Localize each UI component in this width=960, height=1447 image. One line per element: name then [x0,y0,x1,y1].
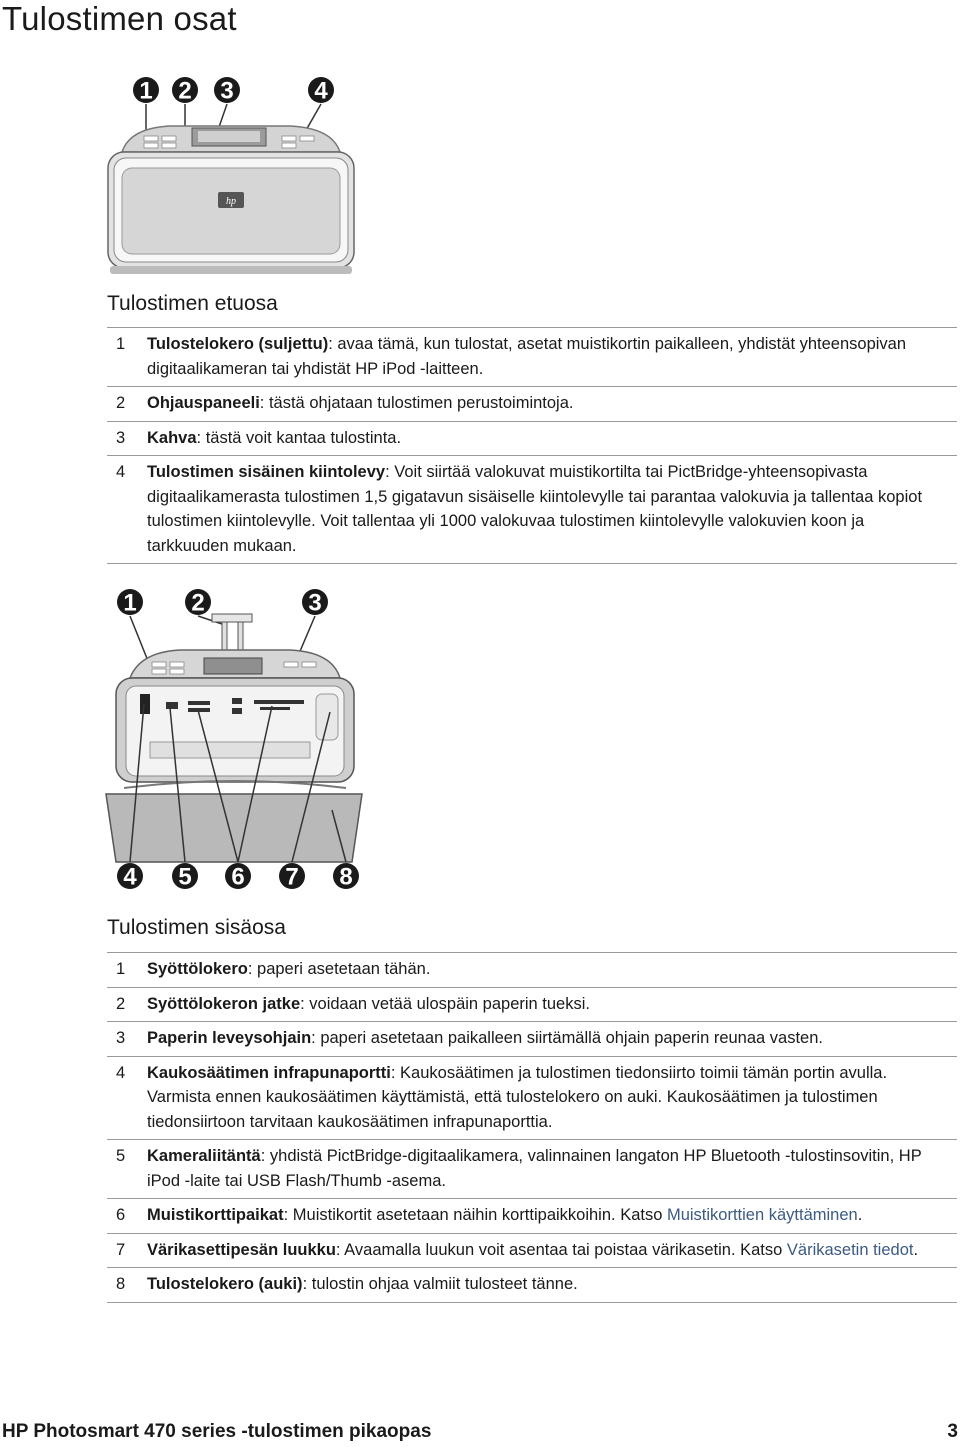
callout-2 [185,589,211,617]
svg-text:1: 1 [123,589,137,617]
part-description: : Voit siirtää valokuvat muistikortilta tai PictBridge-yhteensopivasta digitaalikamerasta tulostimen 1,5 gigatavun sisäiselle kiintolevylle tai parantaa valokuvia ja tallentaa kopiot tulostimen kiintolevylle. Voit tallentaa yli 1000 valokuvaa tulostimen kiintolevylle valokuvien koon ja tarkkuuden mukaan. [147,463,923,555]
part-term: Syöttölokero [147,960,248,978]
svg-text:1: 1 [139,77,153,105]
part-description: : Kaukosäätimen ja tulostimen tiedonsiirto toimii tämän portin avulla. Varmista ennen kaukosäätimen käyttämistä, että tulostelokero on auki. Kaukosäätimen ja tulostimen tiedonsiirtoon tarvitaan kaukosäätimen infrapunaporttia. [147,1063,888,1131]
part-description: : tulostin ohjaa valmiit tulosteet tänne. [302,1275,578,1293]
part-description: : avaa tämä, kun tulostat, asetat muistikortin paikalleen, yhdistät yhteensopivan digitaalikameran tai yhdistät HP iPod -laitteen. [147,335,907,378]
front-parts-table [107,327,957,564]
part-term: Tulostimen sisäinen kiintolevy [147,463,386,481]
printer-front-figure [100,70,360,285]
footer-title: HP Photosmart 470 series -tulostimen pikaopas [2,1421,432,1442]
part-description: : Avaamalla luukun voit asentaa tai poistaa värikasetin. Katso [335,1240,787,1259]
svg-text:4: 4 [314,77,328,105]
table-row [107,953,957,988]
table-row: 6 Muistikorttipaikat: Muistikortit asetetaan näihin korttipaikkoihin. Katso Muistikorttien käyttäminen. [107,1199,957,1234]
inside-parts-table [107,952,957,1303]
svg-text:2: 2 [191,589,205,617]
table-row [107,456,957,564]
part-term: Kahva [147,428,197,447]
part-term: Paperin leveysohjain [147,1029,312,1047]
print-cartridge-link[interactable]: Värikasetin tiedot [786,1240,914,1259]
callout-1 [133,77,159,105]
hp-logo-text: hp [226,196,236,207]
part-number: 4 [116,463,126,481]
part-number: 2 [116,394,126,412]
callout-3 [214,77,240,105]
svg-text:8: 8 [339,863,353,891]
callout-4 [308,77,334,105]
page-footer [2,1421,958,1443]
part-number: 7 [116,1240,126,1259]
part-term: Kameraliitäntä [147,1147,261,1165]
part-description: : tästä ohjataan tulostimen perustoimintoja. [259,394,574,412]
page-title: Tulostimen osat [2,0,237,37]
part-description: : Muistikortit asetetaan näihin korttipaikkoihin. Katso [283,1206,667,1224]
table-row [107,422,957,457]
part-number: 3 [116,1029,126,1047]
part-description: : tästä voit kantaa tulostinta. [196,428,402,447]
callout-4 [117,863,143,891]
table-row [107,988,957,1023]
part-term: Tulostelokero (suljettu) [147,335,329,353]
part-term: Ohjauspaneeli [147,394,260,412]
callout-8 [333,863,359,891]
part-number: 8 [116,1275,126,1293]
front-section-heading: Tulostimen etuosa [107,292,278,315]
table-row [107,1268,957,1303]
callout-5 [172,863,198,891]
svg-text:3: 3 [308,589,322,617]
callout-3 [302,589,328,617]
svg-text:4: 4 [123,863,137,891]
part-term: Syöttölokeron jatke [147,994,301,1013]
part-description: : paperi asetetaan paikalleen siirtämällä ohjain paperin reunaa vasten. [311,1029,823,1047]
table-row [107,328,957,387]
callout-7 [279,863,305,891]
table-row [107,387,957,422]
part-term: Muistikorttipaikat [147,1206,284,1224]
part-number: 1 [116,960,126,978]
part-description: : voidaan vetää ulospäin paperin tueksi. [300,994,590,1013]
part-number: 5 [116,1147,126,1165]
part-description: : paperi asetetaan tähän. [247,960,431,978]
part-term: Värikasettipesän luukku [147,1240,336,1259]
svg-text:6: 6 [231,863,245,891]
svg-text:3: 3 [220,77,234,105]
svg-text:2: 2 [178,77,192,105]
part-description: : yhdistä PictBridge-digitaalikamera, valinnainen langaton HP Bluetooth -tulostinsovitin, HP iPod -laite tai USB Flash/Thumb -asema. [147,1147,922,1190]
memory-card-link[interactable]: Muistikorttien käyttäminen [666,1206,858,1224]
svg-text:5: 5 [178,863,192,891]
callout-2 [172,77,198,105]
part-term: Kaukosäätimen infrapunaportti [147,1063,391,1082]
table-row: 7 Värikasettipesän luukku: Avaamalla luukun voit asentaa tai poistaa värikasetin. Katso Värikasetin tiedot. [107,1234,957,1269]
table-row [107,1022,957,1057]
callout-6 [225,863,251,891]
callout-1 [117,589,143,617]
inside-section-heading: Tulostimen sisäosa [107,916,286,939]
table-row [107,1057,957,1141]
part-number: 3 [116,428,126,447]
part-term: Tulostelokero (auki) [147,1275,303,1293]
table-row [107,1140,957,1199]
printer-inside-figure [100,582,370,892]
part-number: 4 [116,1063,126,1082]
part-number: 1 [116,335,126,353]
svg-text:7: 7 [285,863,299,891]
page-number: 3 [947,1421,958,1442]
part-number: 2 [116,994,126,1013]
part-number: 6 [116,1206,126,1224]
